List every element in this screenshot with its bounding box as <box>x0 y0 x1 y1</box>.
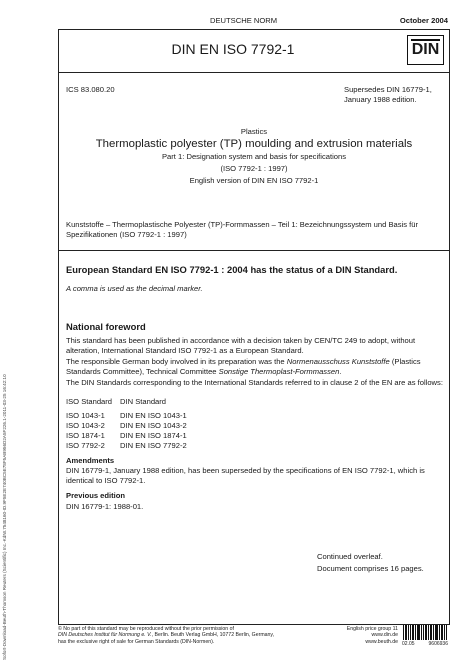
price-group: English price group 11 <box>346 626 398 632</box>
previous-edition-text: DIN 16779-1: 1988-01. <box>66 502 144 511</box>
standards-table <box>66 397 195 451</box>
ics-code: ICS 83.080.20 <box>66 85 115 94</box>
subject-category: Plastics <box>240 127 268 136</box>
supersedes-line2: January 1988 edition. <box>344 95 417 104</box>
table-cell-din: DIN EN ISO 1874-1 <box>120 431 187 440</box>
table-row <box>66 421 195 431</box>
publication-date: October 2004 <box>399 16 448 25</box>
subject-english-version: English version of DIN EN ISO 7792-1 <box>189 176 319 185</box>
title-divider <box>58 72 450 73</box>
table-header-row <box>66 397 195 407</box>
copyright-line-2-rest: , Berlin. Beuth Verlag GmbH, 10772 Berlin, Germany, <box>151 632 275 639</box>
page-count: Document comprises 16 pages. <box>317 564 424 573</box>
supersedes-line1: Supersedes DIN 16779-1, <box>344 85 432 94</box>
continued-note: Continued overleaf. <box>317 552 383 561</box>
foreword-technical-committee: Sonstige Thermoplast-Formmassen <box>218 367 340 376</box>
foreword-committee-name: Normenausschuss Kunststoffe <box>286 357 390 366</box>
foreword-paragraph-3: The DIN Standards corresponding to the International Standards referred to in clause 2 of the EN are as follows: <box>66 378 443 387</box>
price-info <box>300 626 398 645</box>
german-title: Kunststoffe – Thermoplastische Polyester (TP)-Formmassen – Teil 1: Bezeichnungssystem und Basis für Spezifikationen (ISO 7792-1 : 1997) <box>66 220 418 239</box>
foreword-p2-text: The responsible German body involved in its preparation was the <box>66 357 287 366</box>
foreword-paragraph-1: This standard has been published in accordance with a decision taken by CEN/TC 249 to adopt, without alteration, International Standard ISO 7792-1 as a European Standard. <box>66 336 416 355</box>
table-row <box>66 441 195 451</box>
subject-heading: Thermoplastic polyester (TP) moulding and extrusion materials <box>95 138 413 150</box>
barcode-numbers <box>402 641 448 647</box>
barcode-left-number: 02.05 <box>402 641 415 647</box>
decimal-marker-note: A comma is used as the decimal marker. <box>66 284 203 293</box>
table-cell-iso: ISO 7792-2 <box>66 441 105 450</box>
table-cell-iso: ISO 1874-1 <box>66 431 105 440</box>
subject-part: Part 1: Designation system and basis for specifications <box>161 152 347 161</box>
table-cell-din: DIN EN ISO 1043-2 <box>120 421 187 430</box>
table-header-iso: ISO Standard <box>66 397 113 406</box>
din-url[interactable]: www.din.de <box>371 632 398 639</box>
table-cell-iso: ISO 1043-2 <box>66 421 105 430</box>
din-status-headline: European Standard EN ISO 7792-1 : 2004 has the status of a DIN Standard. <box>66 264 398 275</box>
table-row <box>66 431 195 441</box>
national-foreword-heading: National foreword <box>66 321 146 332</box>
table-row <box>66 411 195 421</box>
copyright-line-3: has the exclusive right of sale for German Standards (DIN-Normen). <box>58 638 215 645</box>
table-header-din: DIN Standard <box>120 397 167 406</box>
beuth-url[interactable]: www.beuth.de <box>365 638 398 645</box>
foreword-p2-text: (Plastics Standards Committee), Technical Committee <box>66 357 421 376</box>
table-cell-din: DIN EN ISO 7792-2 <box>120 441 187 450</box>
previous-edition-heading: Previous edition <box>66 491 126 500</box>
table-cell-iso: ISO 1043-1 <box>66 411 105 420</box>
copyright-notice <box>58 626 328 645</box>
foreword-paragraph-2 <box>66 357 444 377</box>
din-logo <box>407 35 444 65</box>
sidebar-download-stamp: Sofort-Download-Beuth-Thomson Reuters (Scientific) Inc.-KdNr.7548160-ID.9F5E2E740BC5E78F5AB956D2A5F226.1-2011-03-25 16:42:10 <box>2 374 7 660</box>
norm-label: DEUTSCHE NORM <box>210 16 278 25</box>
foreword-p2-text: . <box>339 367 342 376</box>
section-divider <box>58 250 450 251</box>
subject-iso-reference: (ISO 7792-1 : 1997) <box>220 164 288 173</box>
document-title: DIN EN ISO 7792-1 <box>171 41 295 57</box>
din-logo-text: DIN <box>411 41 440 58</box>
barcode-right-number: 9606936 <box>428 641 448 647</box>
copyright-din-name: DIN Deutsches Institut für Normung e. V. <box>58 632 152 639</box>
table-cell-din: DIN EN ISO 1043-1 <box>120 411 187 420</box>
amendments-text: DIN 16779-1, January 1988 edition, has been superseded by the specifications of EN ISO 7792-1, which is identical to ISO 7792-1. <box>66 466 425 485</box>
copyright-line-1: © No part of this standard may be reproduced without the prior permission of <box>58 626 234 632</box>
amendments-heading: Amendments <box>66 456 115 465</box>
